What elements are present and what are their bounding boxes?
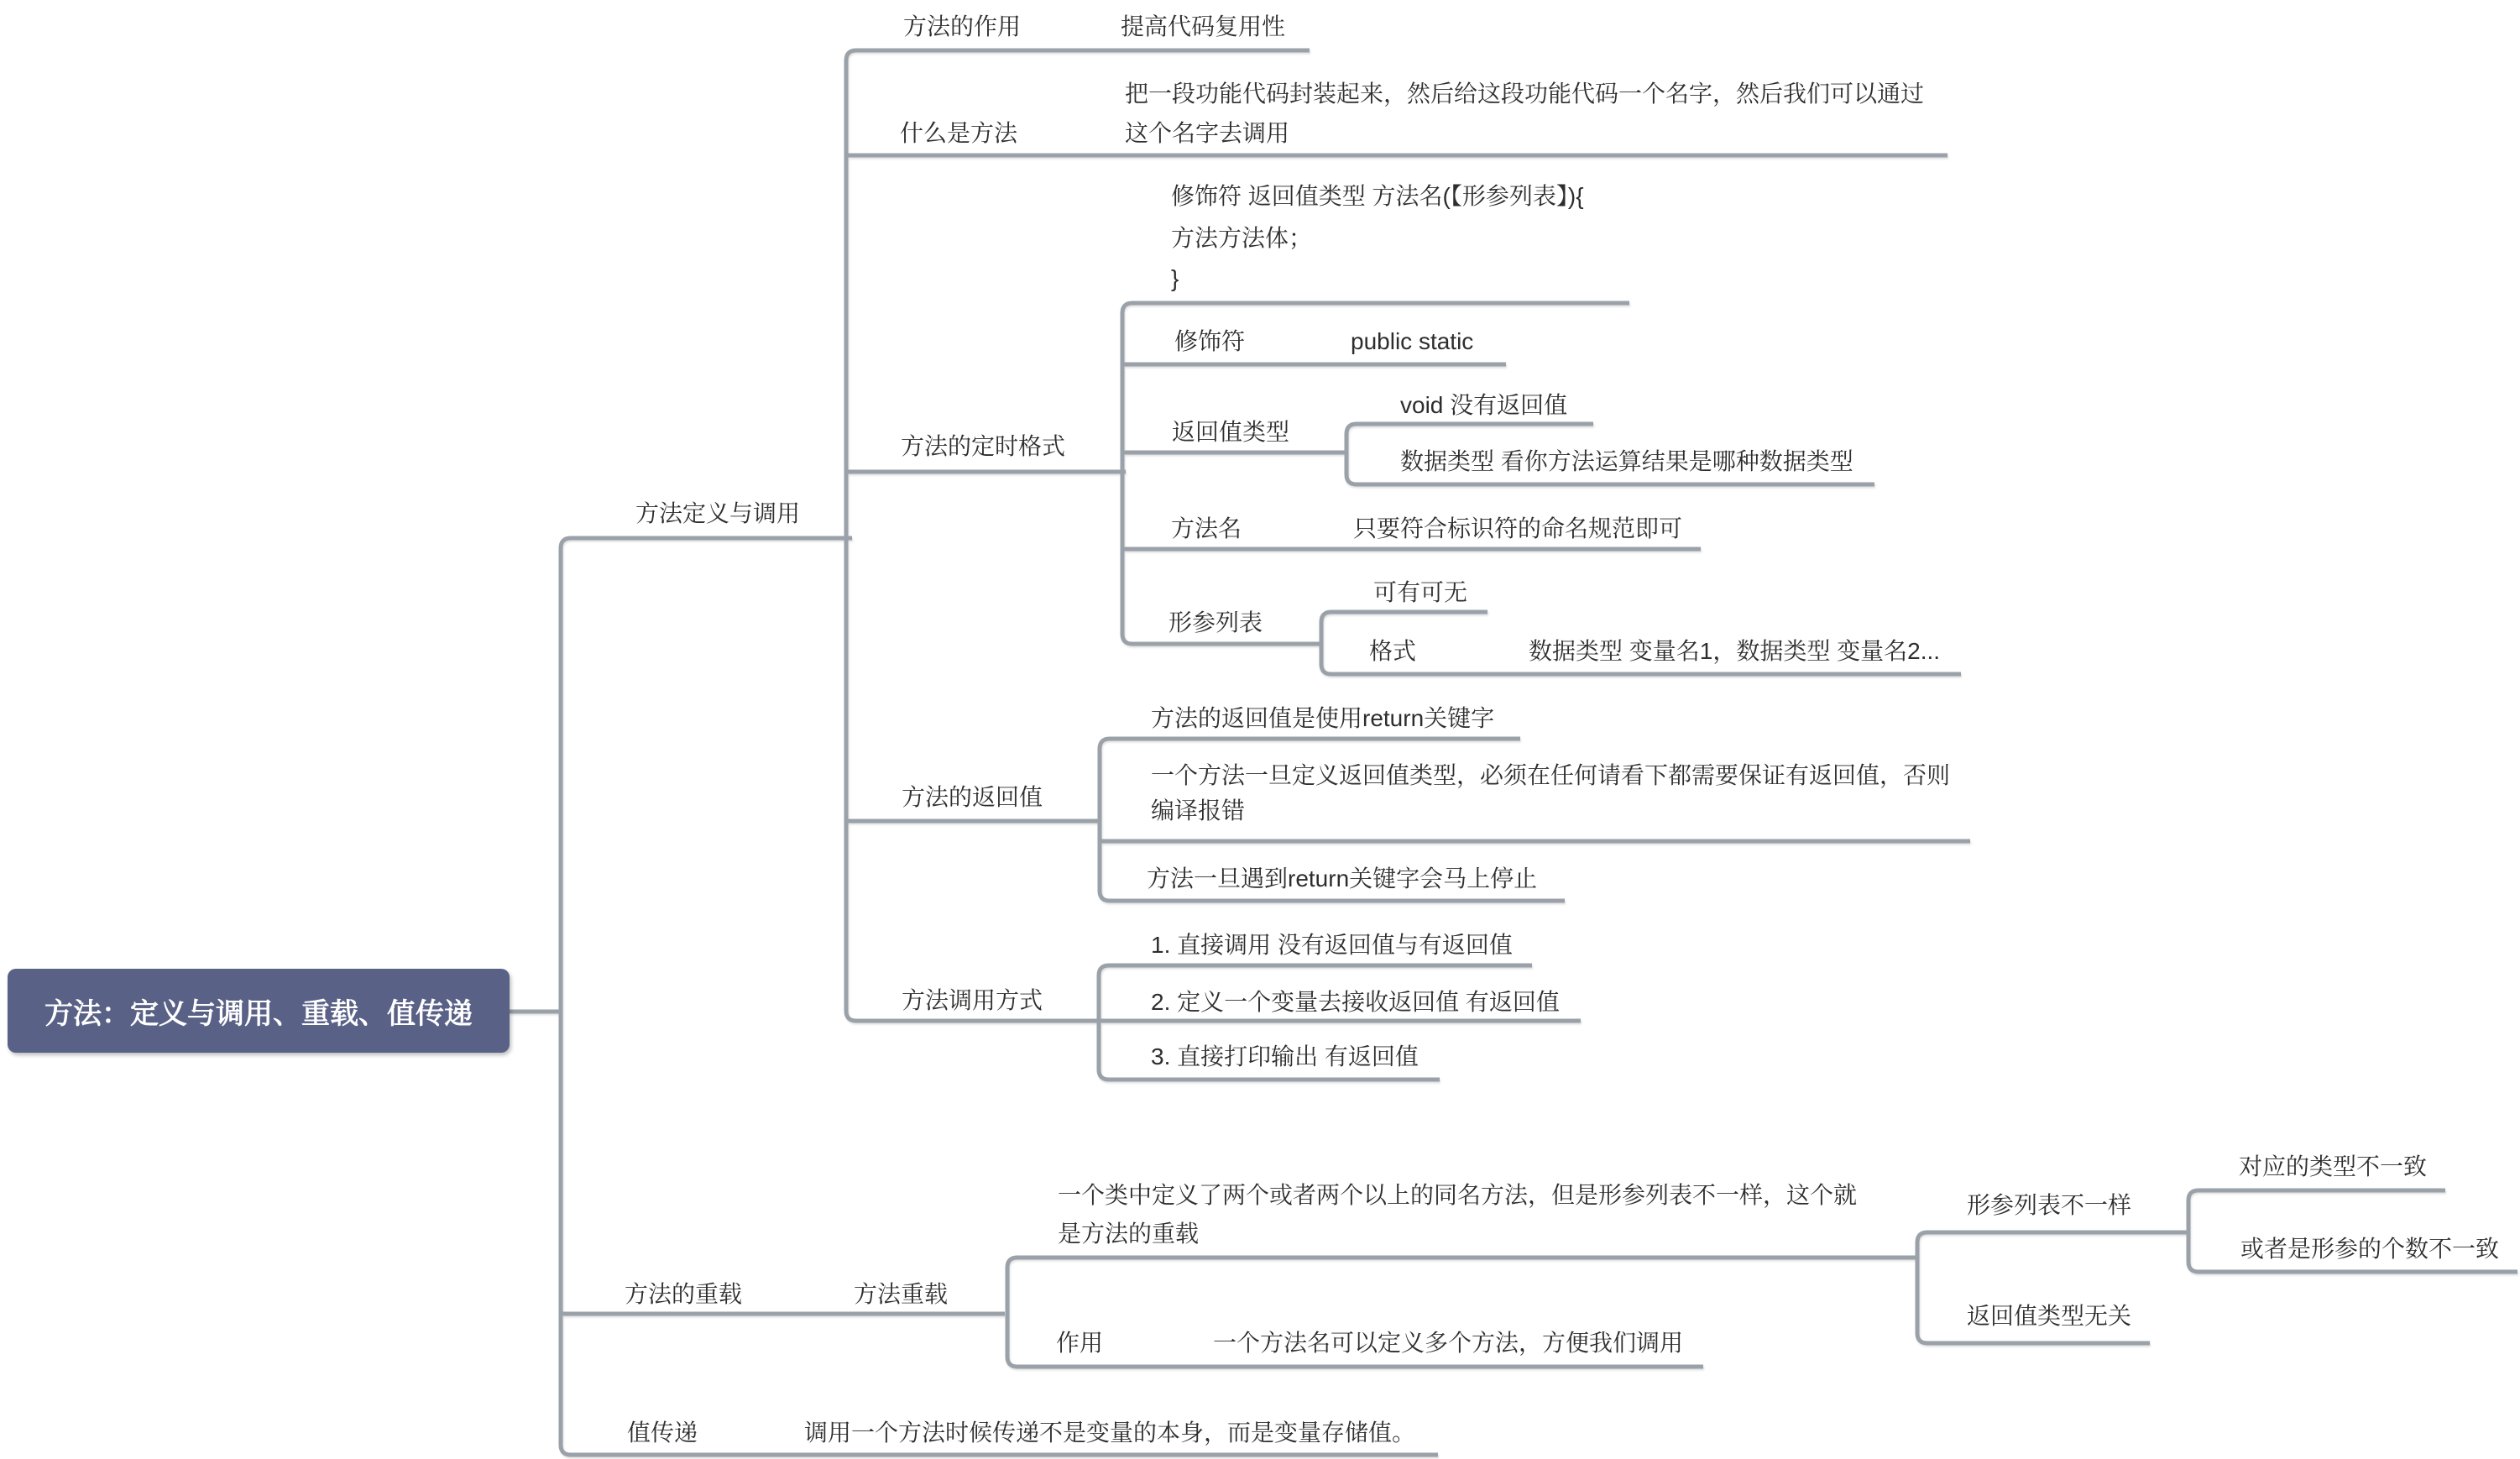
topic-param-diff-count[interactable]: 或者是形参的个数不一致 <box>2240 1236 2500 1262</box>
topic-what-is-method-value-line2[interactable]: 这个名字去调用 <box>1125 120 1290 146</box>
topic-return-value-item3[interactable]: 方法一旦遇到return关键字会马上停止 <box>1147 865 1538 892</box>
topic-format-code-line1[interactable]: 修饰符 返回值类型 方法名(【形参列表】){ <box>1171 183 1584 209</box>
topic-return-irrelevant[interactable]: 返回值类型无关 <box>1967 1303 2132 1329</box>
topic-method-role-label[interactable]: 方法的作用 <box>903 13 1022 39</box>
topic-overload-role-value[interactable]: 一个方法名可以定义多个方法，方便我们调用 <box>1213 1330 1684 1356</box>
topic-param-diff-type[interactable]: 对应的类型不一致 <box>2239 1153 2428 1179</box>
topic-modifier-value[interactable]: public static <box>1351 328 1474 354</box>
topic-overload-label[interactable]: 方法的重载 <box>625 1281 743 1307</box>
topic-method-name-label[interactable]: 方法名 <box>1171 515 1242 541</box>
topic-value-passing-label[interactable]: 值传递 <box>627 1420 698 1446</box>
topic-format-code-line2[interactable]: 方法方法体； <box>1171 225 1313 251</box>
topic-overload-definition-line1[interactable]: 一个类中定义了两个或者两个以上的同名方法，但是形参列表不一样，这个就 <box>1058 1182 1858 1208</box>
topic-what-is-method-value-line1[interactable]: 把一段功能代码封装起来，然后给这段功能代码一个名字，然后我们可以通过 <box>1125 81 1925 107</box>
topic-format-label[interactable]: 方法的定时格式 <box>901 433 1066 459</box>
topic-call-styles-item2[interactable]: 2. 定义一个变量去接收返回值 有返回值 <box>1151 989 1560 1015</box>
topic-return-value-label[interactable]: 方法的返回值 <box>902 784 1043 810</box>
topic-what-is-method-label[interactable]: 什么是方法 <box>900 120 1018 146</box>
topic-modifier-label[interactable]: 修饰符 <box>1174 328 1246 354</box>
topic-param-list-optional[interactable]: 可有可无 <box>1373 579 1468 605</box>
topic-return-value-item2-line2[interactable]: 编译报错 <box>1151 797 1246 824</box>
topic-value-passing-value[interactable]: 调用一个方法时候传递不是变量的本身，而是变量存储值。 <box>804 1420 1416 1446</box>
topic-param-format-value[interactable]: 数据类型 变量名1，数据类型 变量名2... <box>1529 638 1941 664</box>
topic-overload-child-label[interactable]: 方法重载 <box>854 1281 949 1307</box>
topic-overload-definition-line2[interactable]: 是方法的重载 <box>1058 1221 1200 1247</box>
topic-format-code-line3[interactable]: } <box>1171 265 1179 291</box>
topic-definition-call[interactable]: 方法定义与调用 <box>635 500 801 526</box>
topic-return-type-data[interactable]: 数据类型 看你方法运算结果是哪种数据类型 <box>1400 448 1853 474</box>
topic-method-role-value[interactable]: 提高代码复用性 <box>1121 13 1286 39</box>
topic-overload-role-label[interactable]: 作用 <box>1056 1330 1104 1356</box>
topic-call-styles-label[interactable]: 方法调用方式 <box>902 987 1043 1013</box>
topic-return-value-item1[interactable]: 方法的返回值是使用return关键字 <box>1151 705 1495 731</box>
topic-call-styles-item1[interactable]: 1. 直接调用 没有返回值与有返回值 <box>1151 932 1513 958</box>
topic-call-styles-item3[interactable]: 3. 直接打印输出 有返回值 <box>1151 1043 1419 1069</box>
topic-method-name-value[interactable]: 只要符合标识符的命名规范即可 <box>1353 515 1683 541</box>
topic-param-format-label[interactable]: 格式 <box>1369 638 1417 664</box>
root-topic[interactable]: 方法：定义与调用、重载、值传递 <box>8 969 510 1053</box>
topic-return-type-label[interactable]: 返回值类型 <box>1172 419 1290 445</box>
topic-return-type-void[interactable]: void 没有返回值 <box>1400 392 1568 418</box>
topic-param-diff-label[interactable]: 形参列表不一样 <box>1967 1192 2132 1218</box>
topic-param-list-label[interactable]: 形参列表 <box>1169 609 1263 635</box>
topic-return-value-item2-line1[interactable]: 一个方法一旦定义返回值类型，必须在任何请看下都需要保证有返回值，否则 <box>1151 762 1951 788</box>
